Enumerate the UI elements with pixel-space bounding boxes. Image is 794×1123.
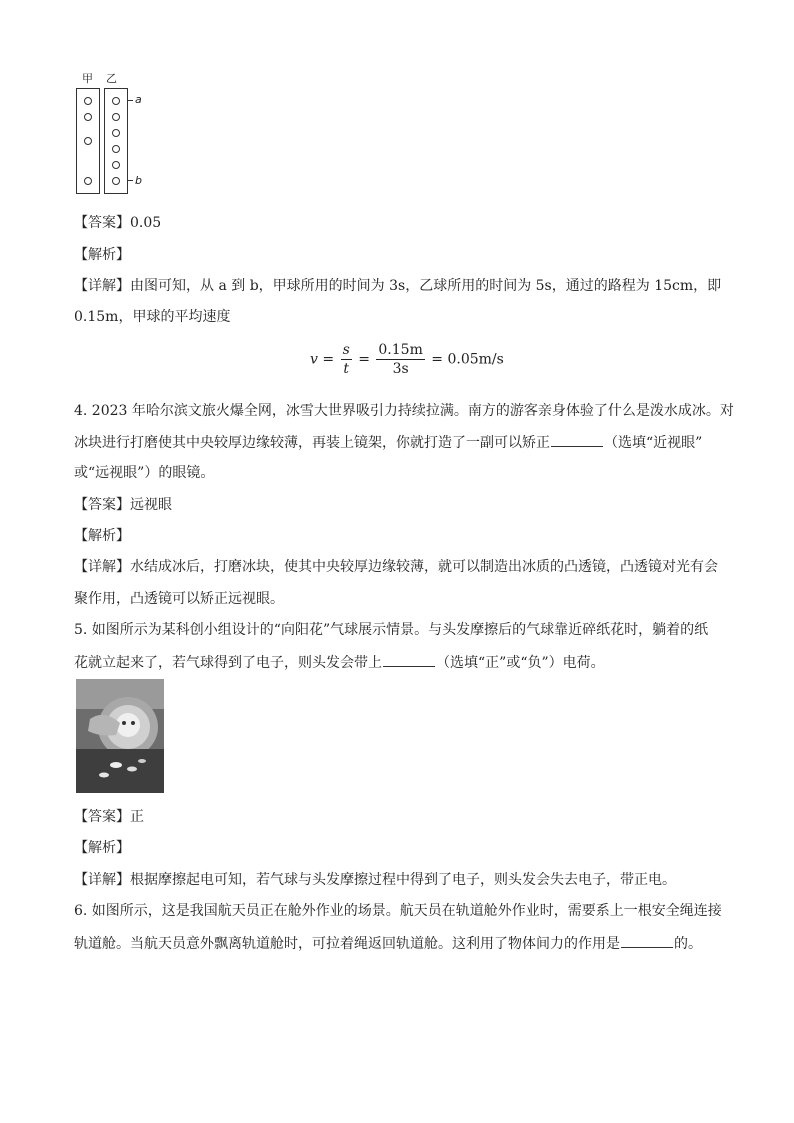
fraction-values: $\frac{0.15m}{3s}$ [378,342,423,377]
q5-answer: 【答案】正 [74,809,144,825]
fraction-s-t: $\frac{s}{t}$ [342,342,350,377]
answer-blank [621,933,673,948]
ball [84,97,92,105]
q4-answer: 【答案】远视眼 [74,497,172,513]
q4-line1: 4. 2023 年哈尔滨文旅火爆全网，冰雪大世界吸引力持续拉满。南方的游客亲身体验了什么是泼水成冰。对 [74,403,734,419]
answer-blank [383,652,435,667]
q6-line2: 轨道舱。当航天员意外飘离轨道舱时，可拉着绳返回轨道舱。这利用了物体间力的作用是 的。 [74,933,702,954]
ball [84,137,92,145]
q3-detail-line2: 0.15m，甲球的平均速度 [74,309,231,325]
answer-blank [551,432,603,447]
q3-analysis-tag: 【解析】 [74,247,130,263]
photo-illustration [76,679,164,793]
ball [84,177,92,185]
ball [112,129,120,137]
q5-line1: 5. 如图所示为某科创小组设计的“向阳花”气球展示情景。与头发摩擦后的气球靠近碎纸花时，躺着的纸 [74,622,709,638]
q3-answer: 【答案】0.05 [74,215,162,231]
ball [112,161,120,169]
q3-detail-line1: 【详解】由图可知，从 a 到 b，甲球所用的时间为 3s，乙球所用的时间为 5s，通过的路程为 15cm，即 [74,278,722,294]
q4-analysis-tag: 【解析】 [74,528,130,544]
q4-detail-line2: 聚作用，凸透镜可以矫正远视眼。 [74,591,284,607]
ball [112,145,120,153]
q4-line3: 或“远视眼”）的眼镜。 [74,465,215,481]
label-b: b [135,174,142,187]
ball [112,177,120,185]
ball [112,113,120,121]
ball [84,113,92,121]
q5-analysis-tag: 【解析】 [74,840,130,856]
q4-detail-line1: 【详解】水结成冰后，打磨冰块，使其中央较厚边缘较薄，就可以制造出冰质的凸透镜，凸透镜对光有会 [74,559,718,575]
velocity-formula: v = $\frac{s}{t}$ = $\frac{0.15m}{3s}$ = 0.05m/s [310,342,504,377]
q5-line2: 花就立起来了，若气球得到了电子，则头发会带上 （选填“正”或“负”）电荷。 [74,652,605,673]
marker-a-line [127,100,133,101]
ball [112,97,120,105]
q5-detail-line1: 【详解】根据摩擦起电可知，若气球与头发摩擦过程中得到了电子，则头发会失去电子，带正电。 [74,872,676,888]
label-jia: 甲 [82,72,93,85]
label-yi: 乙 [106,72,117,85]
balloon-flower-photo [76,679,164,793]
q4-line2: 冰块进行打磨使其中央较厚边缘较薄，再装上镜架，你就打造了一副可以矫正 （选填“近视眼” [74,432,702,453]
marker-b-line [127,180,133,181]
label-a: a [135,93,142,106]
motion-figure [74,70,154,190]
q6-line1: 6. 如图所示，这是我国航天员正在舱外作业的场景。航天员在轨道舱外作业时，需要系上一根安全绳连接 [74,903,722,919]
